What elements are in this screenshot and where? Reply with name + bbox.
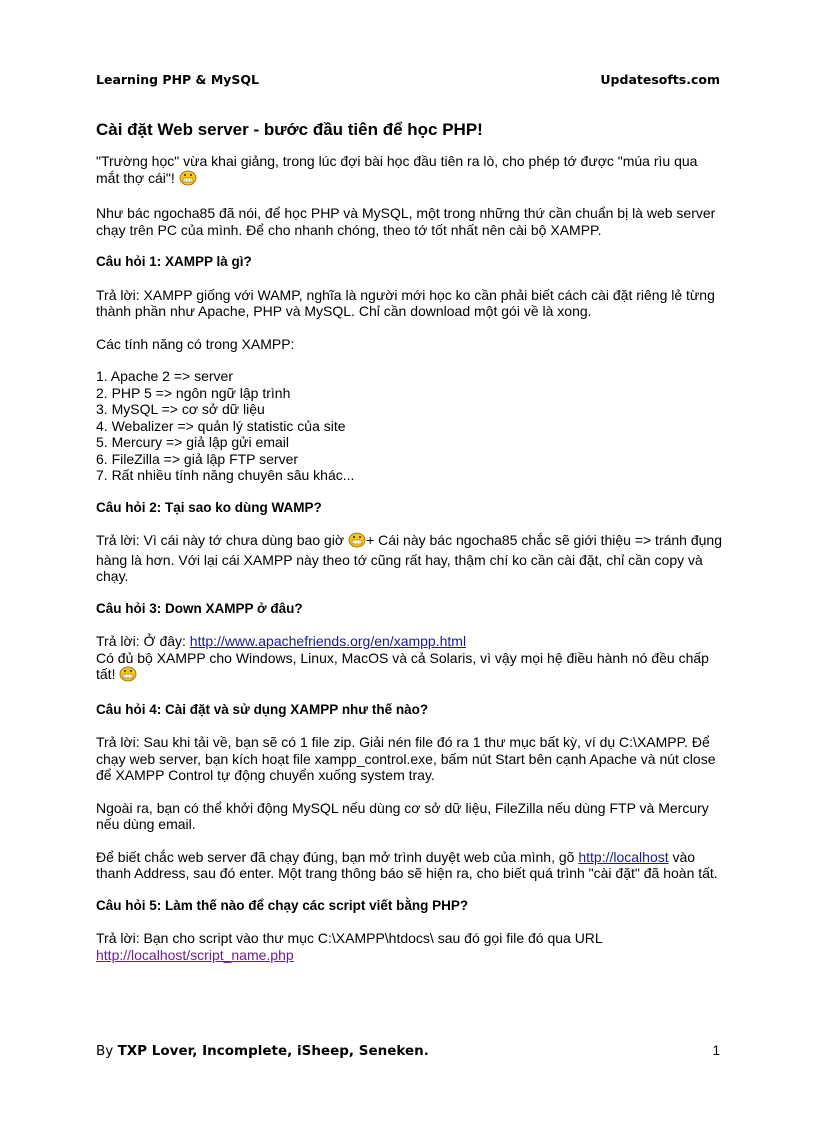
question-4: Câu hỏi 4: Cài đặt và sử dụng XAMPP như thế nào? [96, 701, 429, 717]
answer-2-part-b: + Cái này bác ngocha85 chắc sẽ giới thiệu => tránh đụng hàng là hơn. Với lại cái XAMPP này theo tớ cũng rất hay, thậm chí ko cần cài đặt, chỉ cần copy và chạy. [96, 532, 723, 584]
header-left: Learning PHP & MySQL [96, 72, 259, 87]
answer-5 [96, 930, 722, 963]
intro-paragraph-2: Như bác ngocha85 đã nói, để học PHP và MySQL, một trong những thứ cần chuẩn bị là web server chạy trên PC của mình. Để cho nhanh chóng, theo tớ tốt nhất nên cài bộ XAMPP. [96, 205, 716, 238]
page-number: 1 [712, 1043, 720, 1058]
list-item: 3. MySQL => cơ sở dữ liệu [96, 401, 265, 417]
answer-4-p3-suffix: vào thanh Address, sau đó enter. Một trang thông báo sẽ hiện ra, cho biết quá trình "cài đặt" đã hoàn tất. [96, 848, 718, 881]
answer-3-prefix: Trả lời: Ở đây: [96, 633, 190, 649]
question-5: Câu hỏi 5: Làm thế nào để chạy các script viết bằng PHP? [96, 897, 469, 913]
answer-4-paragraph-1: Trả lời: Sau khi tải về, bạn sẽ có 1 file zip. Giải nén file đó ra 1 thư mục bất kỳ, ví dụ C:\XAMPP. Để chạy web server, bạn kích hoạt file xampp_control.exe, bấm nút Start bên cạnh Apache và nút close để XAMPP Control tự động chuyển xuống system tray. [96, 734, 716, 783]
answer-2-part-a: Trả lời: Vì cái này tớ chưa dùng bao giờ [96, 532, 345, 548]
intro-text-1: "Trường học" vừa khai giảng, trong lúc đợi bài học đầu tiên ra lò, cho phép tớ được "múa rìu qua mắt thợ cái"! [96, 153, 698, 186]
question-2: Câu hỏi 2: Tại sao ko dùng WAMP? [96, 499, 322, 515]
answer-3-more: Có đủ bộ XAMPP cho Windows, Linux, MacOS và cả Solaris, vì vậy mọi hệ điều hành nó đều chấp tất! [96, 649, 709, 682]
answer-3 [96, 633, 722, 686]
list-item: 4. Webalizer => quản lý statistic của site [96, 417, 346, 434]
intro-paragraph-1 [96, 153, 722, 189]
footer-by: By [96, 1043, 114, 1059]
answer-4-p3-prefix: Để biết chắc web server đã chạy đúng, bạn mở trình duyệt web của mình, gõ [96, 848, 579, 865]
answer-5-text: Trả lời: Bạn cho script vào thư mục C:\XAMPP\htdocs\ sau đó gọi file đó qua URL [96, 930, 603, 946]
footer-authors [96, 1043, 429, 1059]
list-item: 2. PHP 5 => ngôn ngữ lập trình [96, 384, 291, 401]
answer-2 [96, 532, 722, 585]
grinning-face-icon [348, 532, 366, 552]
features-list [96, 368, 722, 484]
list-item: 1. Apache 2 => server [96, 368, 233, 384]
script-url-link[interactable]: http://localhost/script_name.php [96, 946, 294, 963]
localhost-link[interactable]: http://localhost [578, 848, 669, 865]
question-3: Câu hỏi 3: Down XAMPP ở đâu? [96, 600, 303, 616]
list-item: 5. Mercury => giả lập gửi email [96, 434, 290, 450]
question-1: Câu hỏi 1: XAMPP là gì? [96, 254, 252, 269]
grinning-face-icon [179, 170, 197, 190]
list-item: 7. Rất nhiều tính năng chuyên sâu khác... [96, 467, 355, 483]
xampp-download-link[interactable]: http://www.apachefriends.org/en/xampp.html [189, 633, 467, 649]
features-intro: Các tính năng có trong XAMPP: [96, 335, 295, 352]
footer-author-names: TXP Lover, Incomplete, iSheep, Seneken. [117, 1043, 429, 1059]
answer-4-paragraph-3 [96, 849, 722, 882]
list-item: 6. FileZilla => giả lập FTP server [96, 450, 299, 467]
header-right: Updatesofts.com [600, 72, 720, 87]
document-body [96, 120, 722, 979]
answer-4-paragraph-2: Ngoài ra, bạn có thể khởi động MySQL nếu dùng cơ sở dữ liệu, FileZilla nếu dùng FTP và Mercury nếu dùng email. [96, 799, 709, 832]
grinning-face-icon [119, 666, 137, 686]
answer-1: Trả lời: XAMPP giống với WAMP, nghĩa là người mới học ko cần phải biết cách cài đặt riêng lẻ từng thành phần như Apache, PHP và MySQL. Chỉ cần download một gói về là xong. [96, 286, 715, 319]
page-title: Cài đặt Web server - bước đầu tiên để học PHP! [96, 120, 483, 139]
